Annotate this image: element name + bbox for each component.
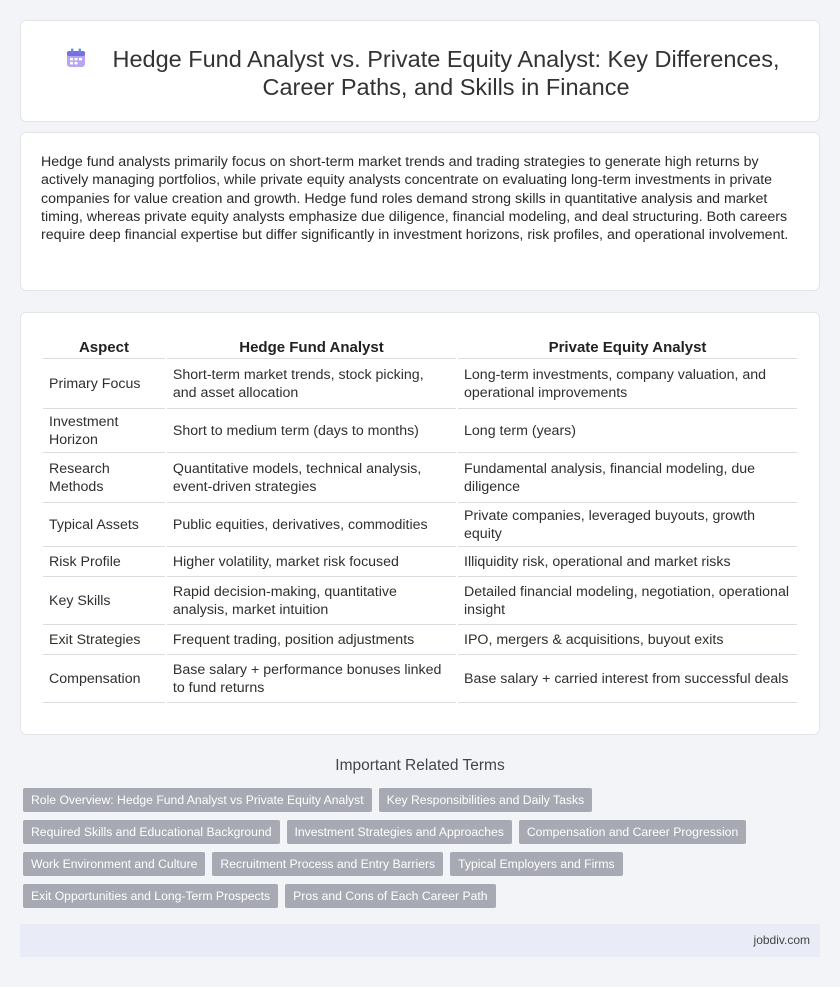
table-header-row	[43, 331, 797, 359]
table-row	[43, 625, 797, 655]
cell-private-equity: Illiquidity risk, operational and market risks	[458, 547, 797, 577]
cell-aspect: Compensation	[43, 655, 165, 703]
title-card	[20, 20, 820, 122]
related-term-link[interactable]: Pros and Cons of Each Career Path	[285, 884, 495, 908]
related-term-link[interactable]: Investment Strategies and Approaches	[287, 820, 512, 844]
tag-row	[23, 788, 592, 812]
related-term-link[interactable]: Required Skills and Educational Background	[23, 820, 280, 844]
intro-card	[20, 132, 820, 291]
header-aspect: Aspect	[43, 331, 165, 359]
cell-hedge-fund: Public equities, derivatives, commodities	[167, 503, 456, 547]
related-term-link[interactable]: Compensation and Career Progression	[519, 820, 746, 844]
table-row	[43, 453, 797, 503]
cell-private-equity: Long-term investments, company valuation, and operational improvements	[458, 359, 797, 409]
tag-row	[23, 884, 496, 908]
related-term-link[interactable]: Work Environment and Culture	[23, 852, 205, 876]
related-term-link[interactable]: Exit Opportunities and Long-Term Prospects	[23, 884, 278, 908]
cell-aspect: Typical Assets	[43, 503, 165, 547]
cell-aspect: Exit Strategies	[43, 625, 165, 655]
comparison-table	[41, 331, 799, 703]
comparison-card	[20, 312, 820, 735]
cell-aspect: Primary Focus	[43, 359, 165, 409]
cell-private-equity: Long term (years)	[458, 409, 797, 453]
table-row	[43, 655, 797, 703]
table-row	[43, 503, 797, 547]
cell-aspect: Investment Horizon	[43, 409, 165, 453]
cell-hedge-fund: Frequent trading, position adjustments	[167, 625, 456, 655]
cell-aspect: Research Methods	[43, 453, 165, 503]
intro-paragraph: Hedge fund analysts primarily focus on short-term market trends and trading strategies to generate high returns by actively managing portfolios, while private equity analysts concentrate on evaluating long-term investments in private companies for value creation and growth. Hedge fund roles demand strong skills in quantitative analysis and market timing, whereas private equity analysts emphasize due diligence, financial modeling, and deal structuring. Both careers require deep financial expertise but differ significantly in investment horizons, risk profiles, and operational involvement.	[41, 154, 789, 244]
related-term-link[interactable]: Typical Employers and Firms	[450, 852, 622, 876]
cell-private-equity: Detailed financial modeling, negotiation, operational insight	[458, 577, 797, 625]
header-hedge-fund: Hedge Fund Analyst	[167, 331, 456, 359]
cell-hedge-fund: Rapid decision-making, quantitative analysis, market intuition	[167, 577, 456, 625]
cell-private-equity: Fundamental analysis, financial modeling, due diligence	[458, 453, 797, 503]
cell-hedge-fund: Short-term market trends, stock picking, and asset allocation	[167, 359, 456, 409]
table-row	[43, 359, 797, 409]
related-terms-heading: Important Related Terms	[335, 757, 505, 774]
cell-hedge-fund: Base salary + performance bonuses linked to fund returns	[167, 655, 456, 703]
tag-row	[23, 820, 746, 844]
table-row	[43, 577, 797, 625]
related-term-link[interactable]: Key Responsibilities and Daily Tasks	[379, 788, 593, 812]
footer-site: jobdiv.com	[753, 933, 810, 947]
cell-hedge-fund: Higher volatility, market risk focused	[167, 547, 456, 577]
header-private-equity: Private Equity Analyst	[458, 331, 797, 359]
table-row	[43, 409, 797, 453]
cell-hedge-fund: Short to medium term (days to months)	[167, 409, 456, 453]
cell-private-equity: IPO, mergers & acquisitions, buyout exits	[458, 625, 797, 655]
cell-aspect: Risk Profile	[43, 547, 165, 577]
page-title: Hedge Fund Analyst vs. Private Equity Analyst: Key Differences, Career Paths, and Skills in Finance	[112, 46, 780, 100]
cell-private-equity: Private companies, leveraged buyouts, growth equity	[458, 503, 797, 547]
cell-private-equity: Base salary + carried interest from successful deals	[458, 655, 797, 703]
related-term-link[interactable]: Role Overview: Hedge Fund Analyst vs Private Equity Analyst	[23, 788, 372, 812]
related-term-link[interactable]: Recruitment Process and Entry Barriers	[212, 852, 443, 876]
tag-row	[23, 852, 623, 876]
calendar-icon	[65, 47, 87, 69]
table-row	[43, 547, 797, 577]
cell-aspect: Key Skills	[43, 577, 165, 625]
cell-hedge-fund: Quantitative models, technical analysis, event-driven strategies	[167, 453, 456, 503]
footer	[20, 924, 820, 957]
